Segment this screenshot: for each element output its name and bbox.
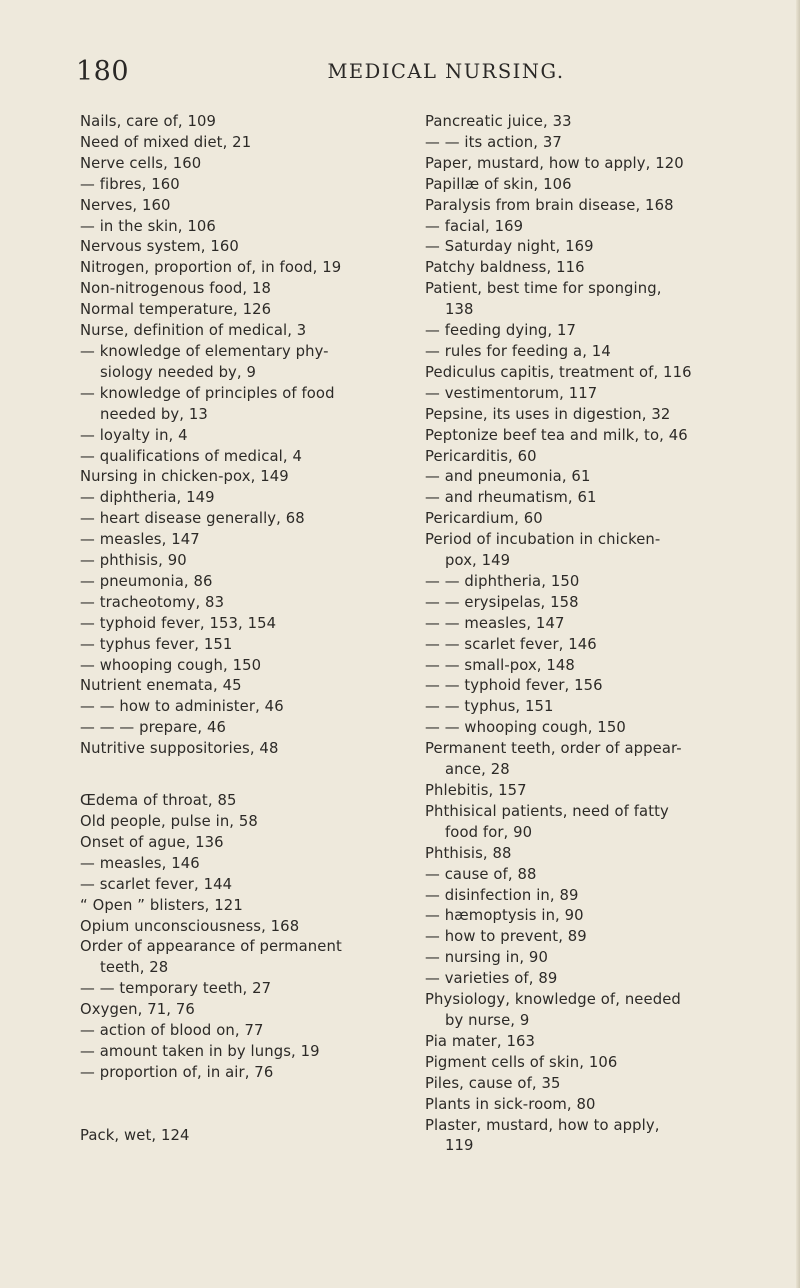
index-entry-text: — disinfection in, 89	[425, 886, 579, 904]
index-column-left	[80, 112, 440, 1147]
index-entry-continuation: pox, 149	[445, 552, 511, 570]
index-entry-text: Paper, mustard, how to apply, 120	[425, 154, 684, 172]
index-entry-text: Phthisical patients, need of fatty	[425, 802, 669, 820]
index-entry-text: Non-nitrogenous food, 18	[80, 280, 272, 298]
index-entry	[425, 509, 790, 530]
index-entry-text: Need of mixed diet, 21	[80, 133, 252, 151]
index-entry	[425, 112, 790, 133]
index-entry	[425, 530, 790, 572]
index-entry-text: — typhus fever, 151	[80, 635, 233, 653]
index-entry-text: “ Open ” blisters, 121	[80, 896, 243, 914]
index-entry-text: — cause of, 88	[425, 865, 537, 883]
index-entry-text: — — measles, 147	[425, 614, 565, 632]
index-entry-text: Opium unconsciousness, 168	[80, 917, 300, 935]
index-entry	[425, 258, 790, 279]
index-entry	[425, 154, 790, 175]
index-entry-text: — hæmoptysis in, 90	[425, 907, 584, 925]
index-entry	[425, 405, 790, 426]
index-entry	[425, 1032, 790, 1053]
index-entry	[80, 917, 440, 938]
index-entry-text: Nervous system, 160	[80, 238, 239, 256]
index-entry-text: Patient, best time for sponging,	[425, 280, 662, 298]
index-entry-text: — action of blood on, 77	[80, 1022, 264, 1040]
index-entry-text: Pediculus capitis, treatment of, 116	[425, 363, 692, 381]
index-entry	[80, 530, 440, 551]
index-entry	[80, 321, 440, 342]
index-entry-text: — rules for feeding a, 14	[425, 342, 611, 360]
index-entry-text: — — whooping cough, 150	[425, 719, 626, 737]
index-entry	[425, 802, 790, 844]
index-entry-text: — typhoid fever, 153, 154	[80, 614, 277, 632]
index-entry-text: Peptonize beef tea and milk, to, 46	[425, 426, 688, 444]
index-entry	[80, 112, 440, 133]
index-entry-text: — whooping cough, 150	[80, 656, 262, 674]
index-entry-continuation: 138	[445, 301, 474, 319]
index-entry	[80, 937, 440, 979]
index-entry	[80, 896, 440, 917]
index-entry-text: Papillæ of skin, 106	[425, 175, 572, 193]
index-entry	[425, 865, 790, 886]
index-entry	[425, 635, 790, 656]
index-entry	[425, 572, 790, 593]
index-entry	[80, 1042, 440, 1063]
index-entry	[425, 844, 790, 865]
index-entry	[80, 133, 440, 154]
index-entry-text: — proportion of, in air, 76	[80, 1063, 274, 1081]
index-entry	[80, 154, 440, 175]
index-entry-text: — — its action, 37	[425, 133, 562, 151]
index-entry-text: — — temporary teeth, 27	[80, 980, 272, 998]
index-entry	[80, 217, 440, 238]
index-entry-text: Nurse, definition of medical, 3	[80, 322, 307, 340]
index-entry-continuation: needed by, 13	[100, 405, 208, 423]
index-entry	[425, 447, 790, 468]
index-entry	[425, 948, 790, 969]
index-entry	[80, 1021, 440, 1042]
index-entry-text: Nerve cells, 160	[80, 154, 202, 172]
index-entry	[425, 426, 790, 447]
index-entry	[425, 363, 790, 384]
index-entry	[80, 551, 440, 572]
index-entry	[425, 384, 790, 405]
index-entry-text: Paralysis from brain disease, 168	[425, 196, 674, 214]
index-entry	[80, 342, 440, 384]
index-entry	[425, 739, 790, 781]
index-entry-text: Plants in sick-room, 80	[425, 1095, 596, 1113]
index-entry	[425, 196, 790, 217]
index-entry-text: Nutrient enemata, 45	[80, 677, 242, 695]
index-entry-text: Pancreatic juice, 33	[425, 113, 572, 130]
index-entry-text: — scarlet fever, 144	[80, 875, 233, 893]
index-entry	[80, 979, 440, 1000]
index-entry-text: — varieties of, 89	[425, 970, 558, 988]
index-entry-text: Pigment cells of skin, 106	[425, 1053, 618, 1071]
index-entry-text: — Saturday night, 169	[425, 238, 594, 256]
index-entry	[425, 886, 790, 907]
index-entry-continuation: 119	[445, 1137, 474, 1155]
index-entry	[425, 1116, 790, 1158]
index-entry-continuation: by nurse, 9	[445, 1011, 530, 1029]
index-entry-text: Old people, pulse in, 58	[80, 813, 258, 830]
index-entry-text: Patchy baldness, 116	[425, 259, 585, 277]
index-entry-text: Oxygen, 71, 76	[80, 1001, 195, 1019]
index-entry-text: — measles, 147	[80, 531, 200, 549]
index-entry-text: — knowledge of principles of food	[80, 384, 335, 402]
index-entry	[80, 854, 440, 875]
index-entry	[80, 279, 440, 300]
index-entry-text: — — — prepare, 46	[80, 719, 227, 737]
index-entry-text: — — small-pox, 148	[425, 656, 575, 674]
index-entry	[80, 196, 440, 217]
index-entry	[80, 237, 440, 258]
page-number: 180	[76, 56, 130, 87]
index-entry-text: Phlebitis, 157	[425, 782, 527, 799]
index-entry	[80, 791, 440, 812]
index-entry	[425, 969, 790, 990]
index-entry	[80, 676, 440, 697]
index-entry	[425, 217, 790, 238]
index-entry	[80, 572, 440, 593]
index-entry	[80, 812, 440, 833]
index-entry	[80, 875, 440, 896]
index-entry-text: — heart disease generally, 68	[80, 510, 305, 528]
index-entry-text: Nerves, 160	[80, 196, 171, 214]
index-entry-text: — facial, 169	[425, 217, 524, 235]
index-entry	[80, 175, 440, 196]
section-gap	[80, 1084, 440, 1126]
index-entry-text: — and pneumonia, 61	[425, 468, 591, 486]
index-entry	[80, 833, 440, 854]
index-entry	[425, 488, 790, 509]
index-entry	[425, 927, 790, 948]
index-entry	[80, 426, 440, 447]
index-entry	[425, 1095, 790, 1116]
index-entry	[80, 1063, 440, 1084]
index-entry-continuation: ance, 28	[445, 761, 510, 779]
index-entry	[80, 697, 440, 718]
index-entry-text: — diphtheria, 149	[80, 489, 215, 507]
index-entry	[425, 593, 790, 614]
index-entry-text: Pepsine, its uses in digestion, 32	[425, 405, 671, 423]
index-entry	[80, 384, 440, 426]
index-entry	[425, 237, 790, 258]
index-entry	[425, 656, 790, 677]
index-entry-text: Pack, wet, 124	[80, 1126, 190, 1144]
index-entry-text: Phthisis, 88	[425, 844, 512, 862]
index-entry	[425, 1053, 790, 1074]
index-entry-text: — — typhus, 151	[425, 698, 554, 716]
index-entry-text: — amount taken in by lungs, 19	[80, 1042, 320, 1060]
index-entry-text: Pericardium, 60	[425, 510, 543, 528]
index-entry	[80, 467, 440, 488]
index-entry-text: — — erysipelas, 158	[425, 593, 579, 611]
index-entry	[80, 739, 440, 760]
index-entry-text: — vestimentorum, 117	[425, 384, 598, 402]
index-entry-text: — — scarlet fever, 146	[425, 635, 597, 653]
index-entry-text: Order of appearance of permanent	[80, 938, 342, 956]
index-entry	[425, 718, 790, 739]
index-entry	[80, 718, 440, 739]
index-entry-continuation: siology needed by, 9	[100, 363, 257, 381]
index-entry	[80, 593, 440, 614]
index-entry-text: — pneumonia, 86	[80, 572, 213, 590]
index-column-right	[425, 112, 790, 1157]
index-entry	[80, 635, 440, 656]
section-gap	[80, 760, 440, 791]
index-entry-text: Plaster, mustard, how to apply,	[425, 1116, 660, 1134]
index-entry-text: — phthisis, 90	[80, 552, 187, 570]
page-edge-shadow	[796, 0, 800, 1288]
index-entry	[425, 1074, 790, 1095]
index-entry-text: — tracheotomy, 83	[80, 593, 225, 611]
index-entry-text: Onset of ague, 136	[80, 833, 224, 851]
index-entry-text: Pia mater, 163	[425, 1032, 535, 1050]
index-entry	[80, 1000, 440, 1021]
index-entry	[80, 656, 440, 677]
index-entry-text: — fibres, 160	[80, 175, 180, 193]
index-entry	[80, 488, 440, 509]
index-entry	[425, 676, 790, 697]
index-entry	[80, 614, 440, 635]
running-title: MEDICAL NURSING.	[327, 60, 565, 83]
index-entry	[425, 990, 790, 1032]
index-entry-text: Œdema of throat, 85	[80, 792, 237, 810]
index-entry	[80, 300, 440, 321]
index-entry	[425, 321, 790, 342]
index-entry-text: Nursing in chicken-pox, 149	[80, 468, 289, 486]
index-entry-text: — nursing in, 90	[425, 949, 548, 967]
index-entry	[425, 342, 790, 363]
index-entry-text: — loyalty in, 4	[80, 426, 188, 444]
index-entry-text: Pericarditis, 60	[425, 447, 537, 465]
index-entry-text: — feeding dying, 17	[425, 322, 577, 340]
index-entry-continuation: teeth, 28	[100, 959, 169, 977]
index-entry-text: Physiology, knowledge of, needed	[425, 991, 681, 1009]
index-entry-text: — and rheumatism, 61	[425, 489, 597, 507]
index-entry	[425, 697, 790, 718]
index-entry-text: — — typhoid fever, 156	[425, 677, 603, 695]
index-entry-text: — qualifications of medical, 4	[80, 447, 302, 465]
index-entry-text: — — how to administer, 46	[80, 698, 284, 716]
index-entry-text: Piles, cause of, 35	[425, 1074, 561, 1092]
index-entry-text: Nails, care of, 109	[80, 113, 217, 130]
index-entry	[425, 781, 790, 802]
index-entry	[425, 614, 790, 635]
index-entry-text: Permanent teeth, order of appear-	[425, 740, 682, 758]
index-entry-continuation: food for, 90	[445, 823, 533, 841]
index-entry	[80, 509, 440, 530]
index-entry-text: Period of incubation in chicken-	[425, 531, 661, 549]
index-entry	[80, 447, 440, 468]
index-entry	[425, 906, 790, 927]
index-entry	[80, 258, 440, 279]
index-entry-text: Nutritive suppositories, 48	[80, 740, 279, 758]
index-entry	[80, 1126, 440, 1147]
index-entry	[425, 133, 790, 154]
index-entry-text: — — diphtheria, 150	[425, 572, 580, 590]
index-entry-text: — knowledge of elementary phy-	[80, 342, 329, 360]
index-entry	[425, 279, 790, 321]
index-entry-text: Normal temperature, 126	[80, 301, 272, 319]
index-entry	[425, 467, 790, 488]
index-entry-text: Nitrogen, proportion of, in food, 19	[80, 259, 342, 277]
index-entry-text: — measles, 146	[80, 854, 200, 872]
index-entry-text: — how to prevent, 89	[425, 928, 587, 946]
index-entry-text: — in the skin, 106	[80, 217, 216, 235]
index-entry	[425, 175, 790, 196]
